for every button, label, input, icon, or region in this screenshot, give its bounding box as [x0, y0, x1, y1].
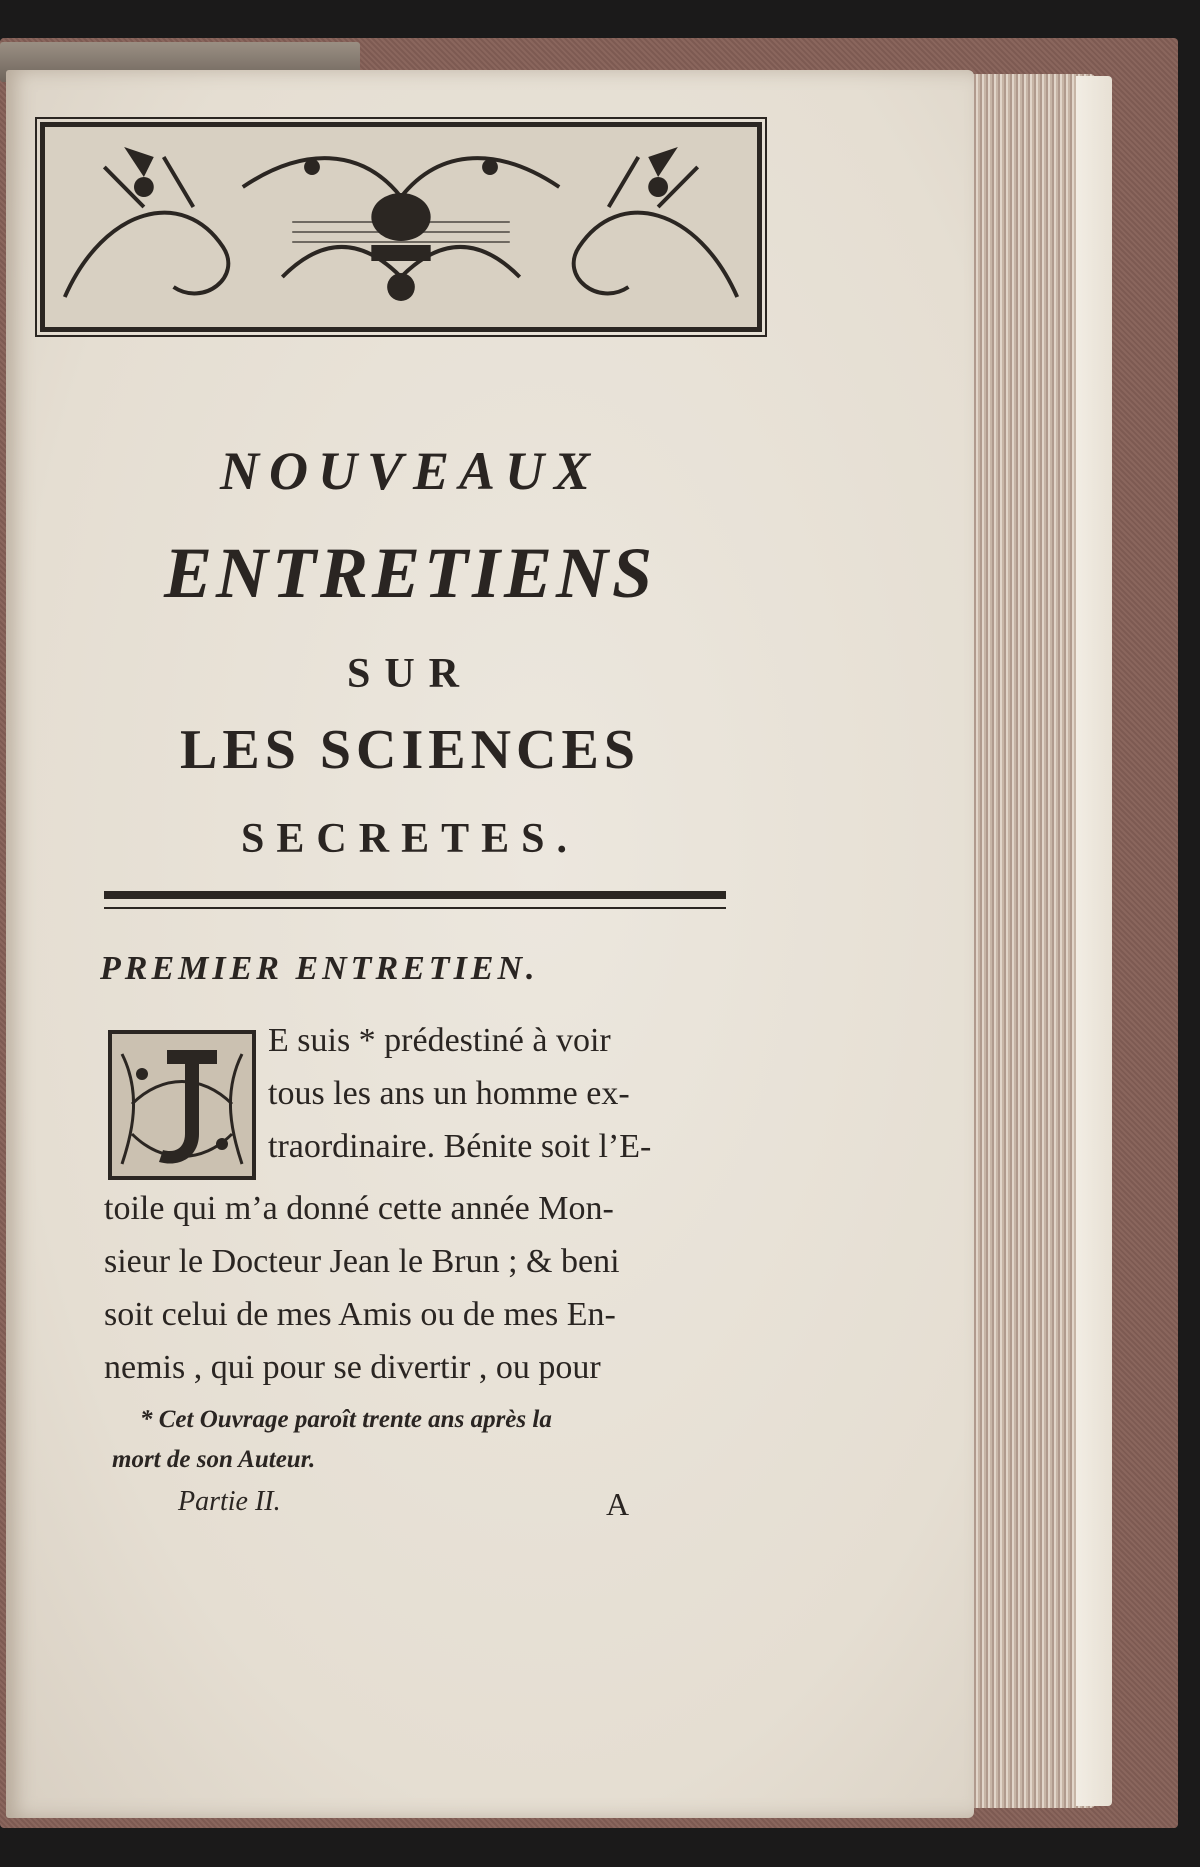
body-line-6: soit celui de mes Amis ou de mes En-: [104, 1296, 616, 1333]
body-line-4: toile qui m’a donné cette année Mon-: [104, 1190, 614, 1227]
body-line-7: nemis , qui pour se divertir , ou pour: [104, 1349, 601, 1386]
title-line-4: LES SCIENCES: [180, 719, 640, 781]
double-rule-thin: [104, 907, 726, 909]
book-page: [6, 70, 974, 1818]
footnote-line-2: mort de son Auteur.: [112, 1446, 316, 1473]
body-line-5: sieur le Docteur Jean le Brun ; & beni: [104, 1243, 620, 1280]
chapter-heading: PREMIER ENTRETIEN.: [100, 950, 539, 987]
body-line-1: E suis * prédestiné à voir: [268, 1022, 611, 1059]
body-line-3: traordinaire. Bénite soit l’E-: [268, 1128, 652, 1165]
signature-letter: A: [606, 1486, 630, 1522]
title-line-2: ENTRETIENS: [163, 533, 657, 613]
drop-cap: [108, 1030, 256, 1180]
flyleaf: [1076, 76, 1112, 1806]
title-line-1: NOUVEAUX: [219, 441, 601, 501]
title-line-5: SECRETES.: [241, 816, 579, 862]
double-rule-thick: [104, 891, 726, 899]
decorated-initial-j-icon: [112, 1034, 252, 1176]
title-line-3: SUR: [346, 651, 474, 697]
bleed-through-text: [640, 380, 760, 1380]
body-line-2: tous les ans un homme ex-: [268, 1075, 630, 1112]
signature-mark: Partie II.: [178, 1486, 281, 1517]
ornamental-headpiece: [40, 122, 762, 332]
headpiece-ornament-icon: [45, 127, 757, 327]
footnote-line-1: * Cet Ouvrage paroît trente ans après la: [140, 1406, 552, 1433]
